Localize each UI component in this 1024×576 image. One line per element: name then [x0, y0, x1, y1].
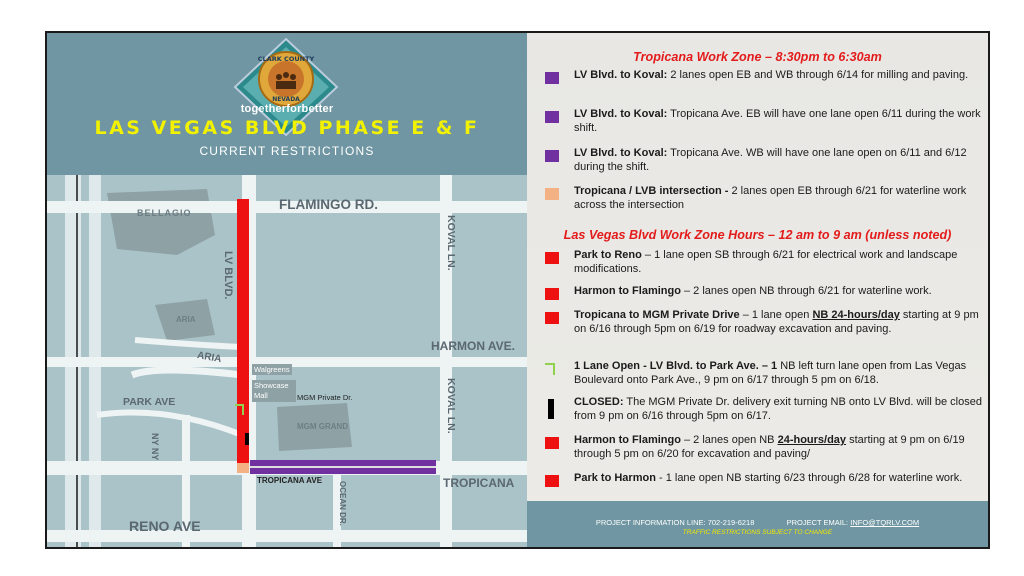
koval-top-label: KOVAL LN.	[445, 215, 457, 271]
page-subtitle: CURRENT RESTRICTIONS	[199, 144, 375, 158]
flamingo-label: FLAMINGO RD.	[279, 197, 378, 212]
bellagio-building	[107, 189, 215, 255]
park-ave-label: PARK AVE	[123, 396, 176, 408]
page-title: LAS VEGAS BLVD PHASE E & F	[94, 117, 480, 139]
logo-top-text: CLARK COUNTY	[257, 55, 315, 63]
mgm-private-label: MGM Private Dr.	[297, 393, 353, 402]
tropicana-ave-label: TROPICANA AVE	[257, 476, 323, 485]
lvb-red-segment	[237, 199, 249, 463]
phone-line: PROJECT INFORMATION LINE: 702-219-6218	[595, 518, 755, 527]
lvb-section-title: Las Vegas Blvd Work Zone Hours – 12 am to 9 am (unless noted)	[563, 228, 952, 242]
slide-frame	[45, 31, 990, 549]
black-legend-swatch	[548, 399, 554, 419]
map	[47, 175, 527, 547]
mgm-grand-label: MGM GRAND	[297, 422, 349, 431]
lv-blvd-label: LV BLVD.	[222, 251, 234, 300]
red-legend-swatch	[545, 288, 559, 300]
red-legend-swatch	[545, 312, 559, 324]
header	[47, 33, 527, 175]
purple-legend-swatch	[545, 150, 559, 162]
walgreens-label: Walgreens	[254, 365, 290, 374]
aria-road-label: ARIA	[196, 349, 223, 366]
aria-building-label: ARIA	[176, 315, 196, 324]
ocean-label: OCEAN DR.	[338, 481, 347, 526]
purple-legend-swatch	[545, 111, 559, 123]
tagline: togetherforbetter	[240, 103, 334, 115]
email-label: PROJECT EMAIL:	[786, 518, 849, 527]
red-legend-swatch	[545, 437, 559, 449]
footer-contact	[527, 518, 988, 527]
harmon-label: HARMON AVE.	[431, 339, 515, 353]
logo-bottom-text: NEVADA	[272, 96, 300, 103]
koval-bottom-label: KOVAL LN.	[445, 378, 457, 434]
footer	[527, 501, 988, 547]
reno-label: RENO AVE	[129, 518, 201, 534]
bellagio-label: BELLAGIO	[137, 208, 192, 218]
email-link[interactable]: INFO@TQRLV.COM	[850, 518, 920, 527]
green-turn-legend	[545, 363, 555, 375]
tropicana-section-title: Tropicana Work Zone – 8:30pm to 6:30am	[633, 50, 882, 64]
nv-ny-label: NY NY	[150, 433, 160, 461]
closed-delivery-exit	[245, 433, 249, 445]
red-legend-swatch	[545, 475, 559, 487]
tropicana-label: TROPICANA	[443, 476, 515, 490]
lvb-peach-segment	[237, 463, 249, 473]
purple-legend-swatch	[545, 72, 559, 84]
red-legend-swatch	[545, 252, 559, 264]
right-panel: Tropicana Work Zone – 8:30pm to 6:30am LV Blvd. to Koval: 2 lanes open EB and WB through 6/14 for milling and paving. LV Blvd. to Koval: Tropicana Ave. EB will have one lane open 6/11 during the work shift. LV Blvd. to Koval: Tropicana Ave. WB will have one lane open on 6/11 and 6/12 during the shift. Tropicana / LVB intersection - 2 lanes open EB through 6/21 for waterline work across the intersection Las Vegas Blvd Work Zone Hours – 12 am to 9 am (unless noted) Park to Reno – 1 lane open SB through 6/21 for electrical work and landscape modifications. Harmon to Flamingo – 2 lanes open NB through 6/21 for waterline work. Tropicana to MGM Private Drive – 1 lane open NB 24-hours/day starting at 9 pm on 6/16 through 5pm on 6/19 for roadway excavation and paving. 1 Lane Open - LV Blvd. to Park Ave. – 1 NB left turn lane open from Las Vegas Boulevard onto Park Ave., 9 pm on 6/17 through 5 pm on 6/18. CLOSED: The MGM Private Dr. delivery exit turning NB onto LV Blvd. will be closed from 9 pm on 6/16 through 5pm on 6/17. Harmon to Flamingo – 2 lanes open NB 24-hours/day starting at 9 pm on 6/19 through 5 pm on 6/20 for excavation and paving/ Park to Harmon - 1 lane open NB starting 6/23 through 6/28 for waterline work. PROJECT INFORMATION LINE: 702-219-6218 PROJECT EMAIL: INFO@TQRLV.COM TRAFFIC RESTRICTIONS SUBJECT TO CHANGE	[527, 33, 988, 547]
footer-note: TRAFFIC RESTRICTIONS SUBJECT TO CHANGE	[682, 529, 833, 536]
showcase-label: Showcase Mall	[252, 380, 296, 402]
peach-legend-swatch	[545, 188, 559, 200]
left-panel	[47, 33, 527, 547]
